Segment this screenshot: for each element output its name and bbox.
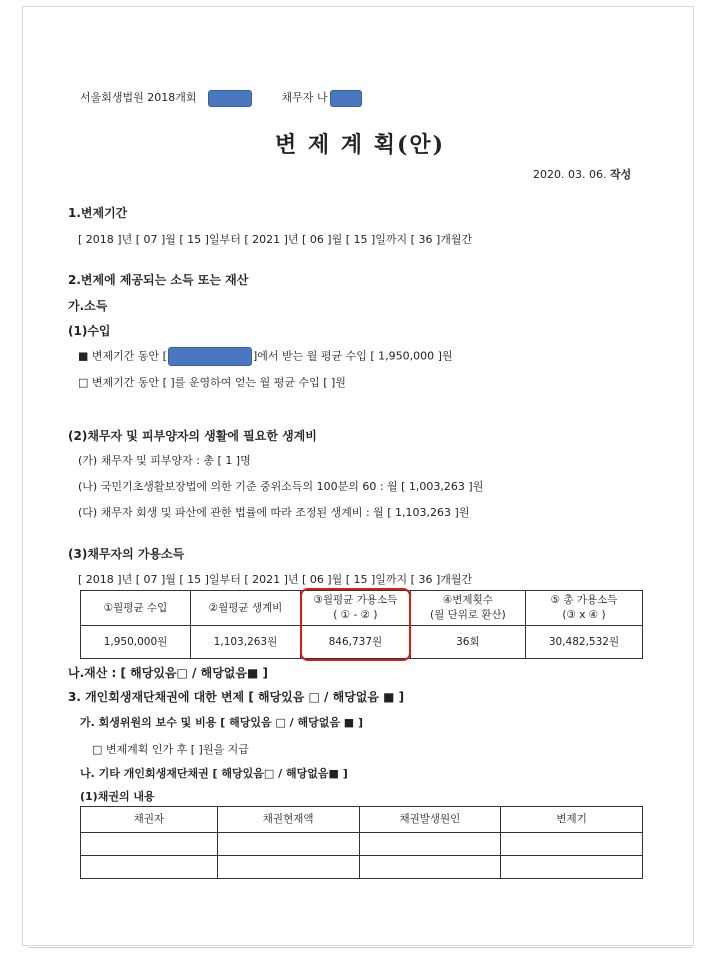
redacted-debtor-name bbox=[330, 90, 362, 107]
redacted-employer bbox=[168, 347, 252, 366]
disposable-income-heading: (3)채무자의 가용소득 bbox=[68, 547, 185, 561]
redacted-case-number bbox=[208, 90, 252, 107]
cell-monthly-disposable: 846,737원 bbox=[300, 626, 410, 659]
section-repayment-period-heading: 1.변제기간 bbox=[68, 206, 128, 220]
living-cost-item-median-income: (나) 국민기초생활보장법에 의한 기준 중위소득의 100분의 60 : 월 [ 1,003,263 ]원 bbox=[78, 480, 484, 493]
col-monthly-disposable: ③월평균 가용소득 ( ① - ② ) bbox=[300, 591, 410, 626]
date-suffix: 작성 bbox=[609, 168, 632, 181]
cell-total-disposable: 30,482,532원 bbox=[525, 626, 642, 659]
income-subheading: 가.소득 bbox=[68, 299, 108, 313]
revenue-line-suffix: ]에서 받는 월 평균 수입 [ 1,950,000 ]원 bbox=[252, 349, 453, 363]
table-row bbox=[81, 856, 643, 879]
commissioner-fee-heading: 가. 회생위원의 보수 및 비용 [ 해당있음 □ / 해당없음 ■ ] bbox=[80, 716, 364, 729]
document-date bbox=[533, 166, 631, 182]
col-repayment-date: 변제기 bbox=[501, 807, 643, 833]
disposable-income-period: [ 2018 ]년 [ 07 ]월 [ 15 ]일부터 [ 2021 ]년 [ 06 ]월 [ 15 ]일까지 [ 36 ]개월간 bbox=[78, 573, 473, 586]
repayment-period-line: [ 2018 ]년 [ 07 ]월 [ 15 ]일부터 [ 2021 ]년 [ 06 ]월 [ 15 ]일까지 [ 36 ]개월간 bbox=[78, 233, 473, 246]
page-bottom-rule bbox=[28, 947, 692, 948]
living-cost-heading: (2)채무자 및 피부양자의 생활에 필요한 생계비 bbox=[68, 429, 317, 443]
revenue-line-employment bbox=[78, 347, 453, 366]
red-highlight-box bbox=[300, 588, 411, 661]
col-monthly-income: ①월평균 수입 bbox=[81, 591, 191, 626]
cell-monthly-living-cost: 1,103,263원 bbox=[190, 626, 300, 659]
page-title: 변 제 계 획(안) bbox=[274, 132, 446, 158]
col-repayment-count: ④변제횟수 (월 단위로 환산) bbox=[410, 591, 525, 626]
cell-repayment-count: 36회 bbox=[410, 626, 525, 659]
other-estate-claims-heading: 나. 기타 개인회생재단채권 [ 해당있음□ / 해당없음■ ] bbox=[80, 767, 348, 780]
commissioner-fee-line: □ 변제계획 인가 후 [ ]원을 지급 bbox=[92, 743, 249, 756]
revenue-heading: (1)수입 bbox=[68, 324, 111, 338]
col-total-disposable: ⑤ 총 가용소득 (③ x ④ ) bbox=[525, 591, 642, 626]
property-line: 나.재산 : [ 해당있음□ / 해당없음■ ] bbox=[68, 666, 268, 680]
revenue-line-business: □ 변제기간 동안 [ ]를 운영하여 얻는 월 평균 수입 [ ]원 bbox=[78, 376, 346, 389]
debtor-label: 채무자 나 bbox=[281, 91, 328, 104]
table-row bbox=[81, 833, 643, 856]
claims-table bbox=[80, 806, 643, 879]
court-case-number: 서울회생법원 2018개회 bbox=[80, 91, 197, 104]
col-creditor: 채권자 bbox=[81, 807, 218, 833]
col-monthly-living-cost: ②월평균 생계비 bbox=[190, 591, 300, 626]
claims-content-heading: (1)채권의 내용 bbox=[80, 790, 155, 803]
revenue-line-prefix: ■ 변제기간 동안 [ bbox=[78, 349, 167, 363]
living-cost-item-dependents: (가) 채무자 및 피부양자 : 총 [ 1 ]명 bbox=[78, 454, 251, 467]
date-value: 2020. 03. 06. bbox=[533, 168, 607, 181]
section-income-property-heading: 2.변제에 제공되는 소득 또는 재산 bbox=[68, 273, 249, 287]
section-estate-claims-heading: 3. 개인회생재단채권에 대한 변제 [ 해당있음 □ / 해당없음 ■ ] bbox=[68, 690, 405, 704]
table-header-row bbox=[81, 807, 643, 833]
cell-monthly-income: 1,950,000원 bbox=[81, 626, 191, 659]
case-header bbox=[80, 89, 362, 107]
living-cost-item-adjusted: (다) 채무자 회생 및 파산에 관한 법률에 따라 조정된 생계비 : 월 [ 1,103,263 ]원 bbox=[78, 506, 470, 519]
col-claim-amount: 채권현재액 bbox=[217, 807, 359, 833]
col-claim-cause: 채권발생원인 bbox=[359, 807, 501, 833]
